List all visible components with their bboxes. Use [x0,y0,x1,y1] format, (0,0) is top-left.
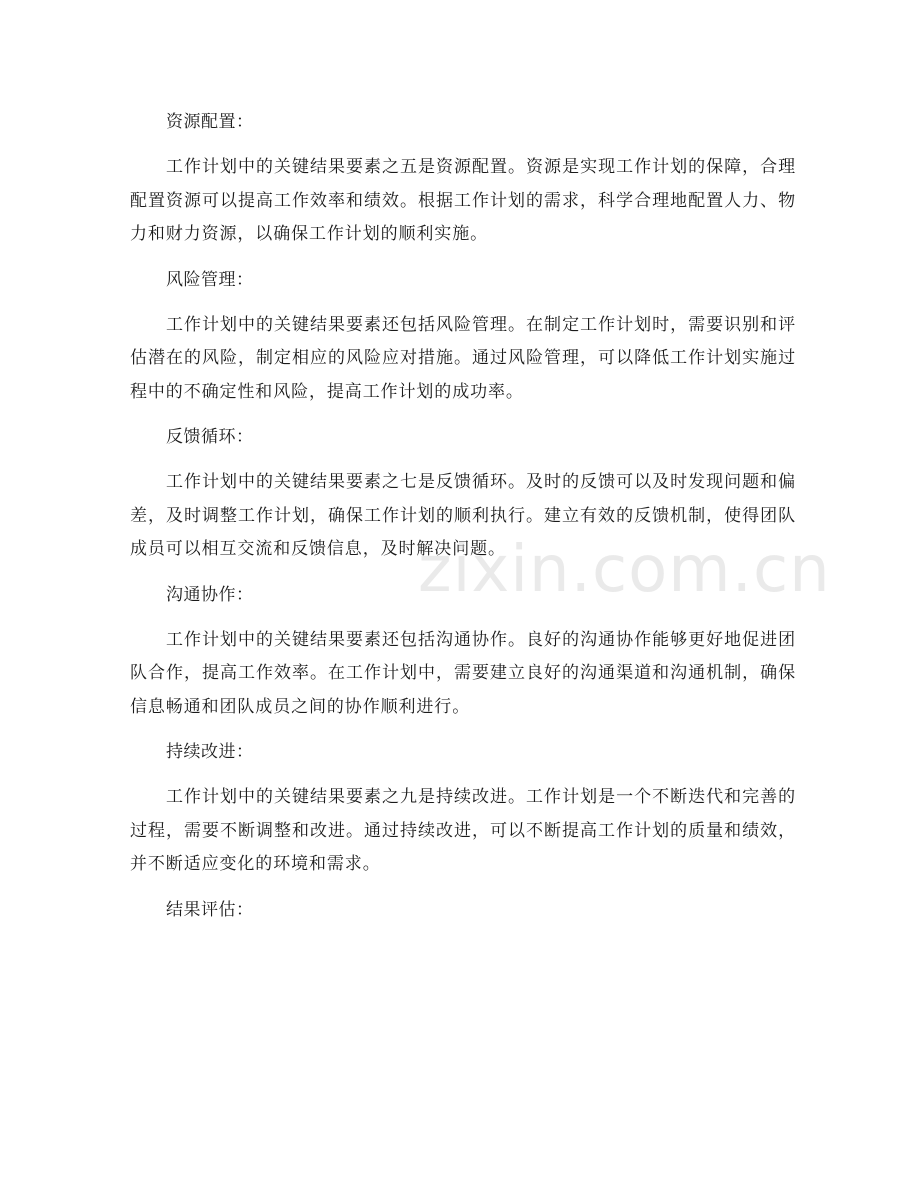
section-risk-management [130,265,796,423]
section-paragraph: 工作计划中的关键结果要素还包括沟通协作。良好的沟通协作能够更好地促进团队合作，提高工作效率。在工作计划中，需要建立良好的沟通渠道和沟通机制，确保信息畅通和团队成员之间的协作顺利进行。 [130,629,796,717]
section-heading: 反馈循环： [166,427,254,447]
section-heading: 结果评估： [166,899,254,920]
document-body [130,107,796,925]
section-heading: 风险管理： [166,269,254,290]
section-heading: 资源配置： [166,112,254,132]
watermark: zixin.com.cn [418,533,831,607]
section-heading: 持续改进： [166,742,254,762]
section-heading: 沟通协作： [166,584,254,605]
section-paragraph: 工作计划中的关键结果要素之七是反馈循环。及时的反馈可以及时发现问题和偏差，及时调整工作计划，确保工作计划的顺利执行。建立有效的反馈机制，使得团队成员可以相互交流和反馈信息，及时解决问题。 [130,472,796,559]
section-paragraph: 工作计划中的关键结果要素还包括风险管理。在制定工作计划时，需要识别和评估潜在的风险，制定相应的风险应对措施。通过风险管理，可以降低工作计划实施过程中的不确定性和风险，提高工作计划的成功率。 [130,314,796,402]
section-result-evaluation [130,895,796,925]
section-paragraph: 工作计划中的关键结果要素之五是资源配置。资源是实现工作计划的保障，合理配置资源可以提高工作效率和绩效。根据工作计划的需求，科学合理地配置人力、物力和财力资源，以确保工作计划的顺利实施。 [130,157,796,244]
section-continuous-improvement [130,737,796,895]
section-paragraph: 工作计划中的关键结果要素之九是持续改进。工作计划是一个不断迭代和完善的过程，需要不断调整和改进。通过持续改进，可以不断提高工作计划的质量和绩效，并不断适应变化的环境和需求。 [130,787,796,874]
section-resource-allocation [130,107,796,265]
